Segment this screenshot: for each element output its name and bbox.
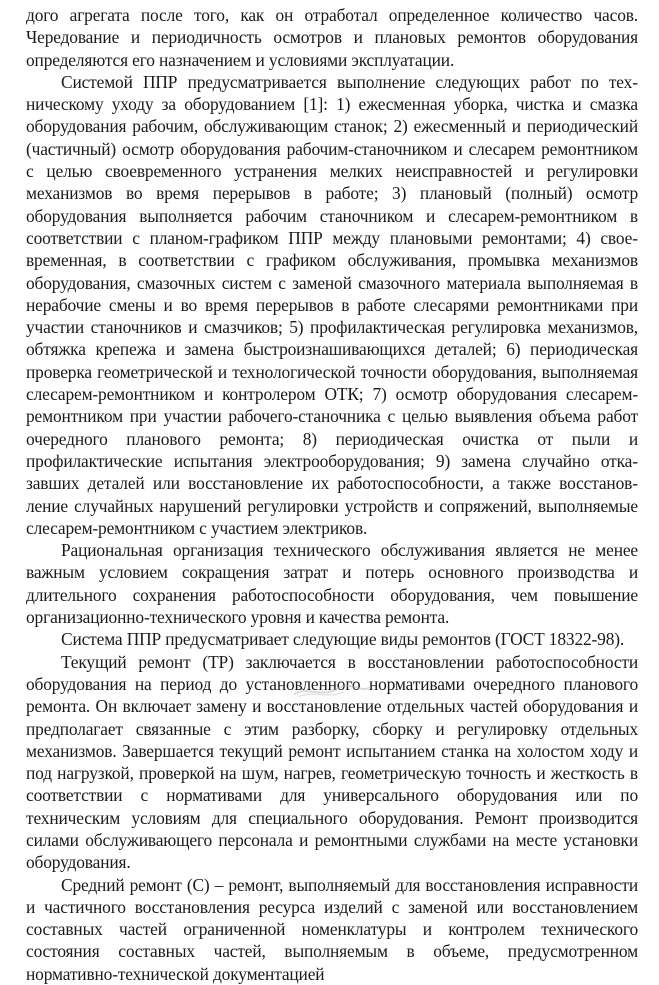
paragraph-rational-organization: Рациональная организация технического обслуживания является не менее важным условием сокращения затрат и потерь основного производства и длительного сохранения работоспособности оборудования, чем повышение организационно-технического уровня и качества ремонта. — [26, 540, 638, 628]
paragraph-current-repair: Текущий ремонт (ТР) заключается в восстановлении работоспособности оборудования на период до установленного нормативами очередного планового ремонта. Он включает замену и восстановление отдельных частей оборудования и предполагает связанные с этим разборку, сборку и регулировку отдельных механизмов. Завершается текущий ремонт испытанием станка на холостом ходу и под нагрузкой, проверкой на шум, нагрев, геометрическую точность и жесткость в соответствии с нормативами для универсального оборудования или по техническим условиям для специального оборудования. Ремонт производится силами обслуживающего персонала и ремонтными службами на месте установки оборудования. — [26, 651, 638, 873]
paragraph-medium-repair: Средний ремонт (С) – ремонт, выполняемый для восстановления исправности и частичного восстановления ресурса изделий с заменой или восстановлением составных частей ограниченной номенклатуры и контролем технического состояния составных частей, выполняемым в объеме, предусмотренном нормативно-технической документацией — [26, 874, 638, 984]
document-page — [26, 4, 638, 985]
paragraph-ppr-works: Системой ППР предусматривается выполнение следующих работ по техническому уходу за оборудованием [1]: 1) ежесменная уборка, чистка и смазка оборудования рабочим, обслуживающим станок; 2) ежесменный и периодический (частичный) осмотр оборудования рабочим-станочником и слесарем ремонтником с целью своевременного устранения мелких неисправностей и регулировки механизмов во время перерывов в работе; 3) плановый (полный) осмотр оборудования выполняется рабочим станочником и слесарем-ремонтником в соответствии с планом-графиком ППР между плановыми ремонтами; 4) своевременная, в соответствии с графиком обслуживания, промывка механизмов оборудования, смазочных систем с заменой смазочного материала выполняемая в нерабочие смены и во время перерывов в работе слесарями ремонтниками при участии станочников и смазчиков; 5) профилактическая регулировка механизмов, обтяжка крепежа и замена быстроизнашивающихся деталей; 6) периодическая проверка геометрической и технологической точности оборудования, выполняемая слесарем-ремонтником и контролером ОТК; 7) осмотр оборудования слесарем-ремонтником при участии рабочего-станочника с целью выявления объема работ очередного планового ремонта; 8) периодическая очистка от пыли и профилактические испытания электрооборудования; 9) замена случайно отказавших деталей или восстановление их работоспособности, а также восстановление случайных нарушений регулировки устройств и сопряжений, выполняемые слесарем-ремонтником с участием электриков. — [26, 71, 638, 538]
paragraph-repair-types: Система ППР предусматривает следующие виды ремонтов (ГОСТ 18322-98). — [61, 629, 625, 650]
paragraph-continuation: дого агрегата после того, как он отработал определенное количество часов. Чередование и периодичность осмотров и плановых ремонтов оборудования определяются его назначением и условиями эксплуатации. — [26, 5, 638, 70]
